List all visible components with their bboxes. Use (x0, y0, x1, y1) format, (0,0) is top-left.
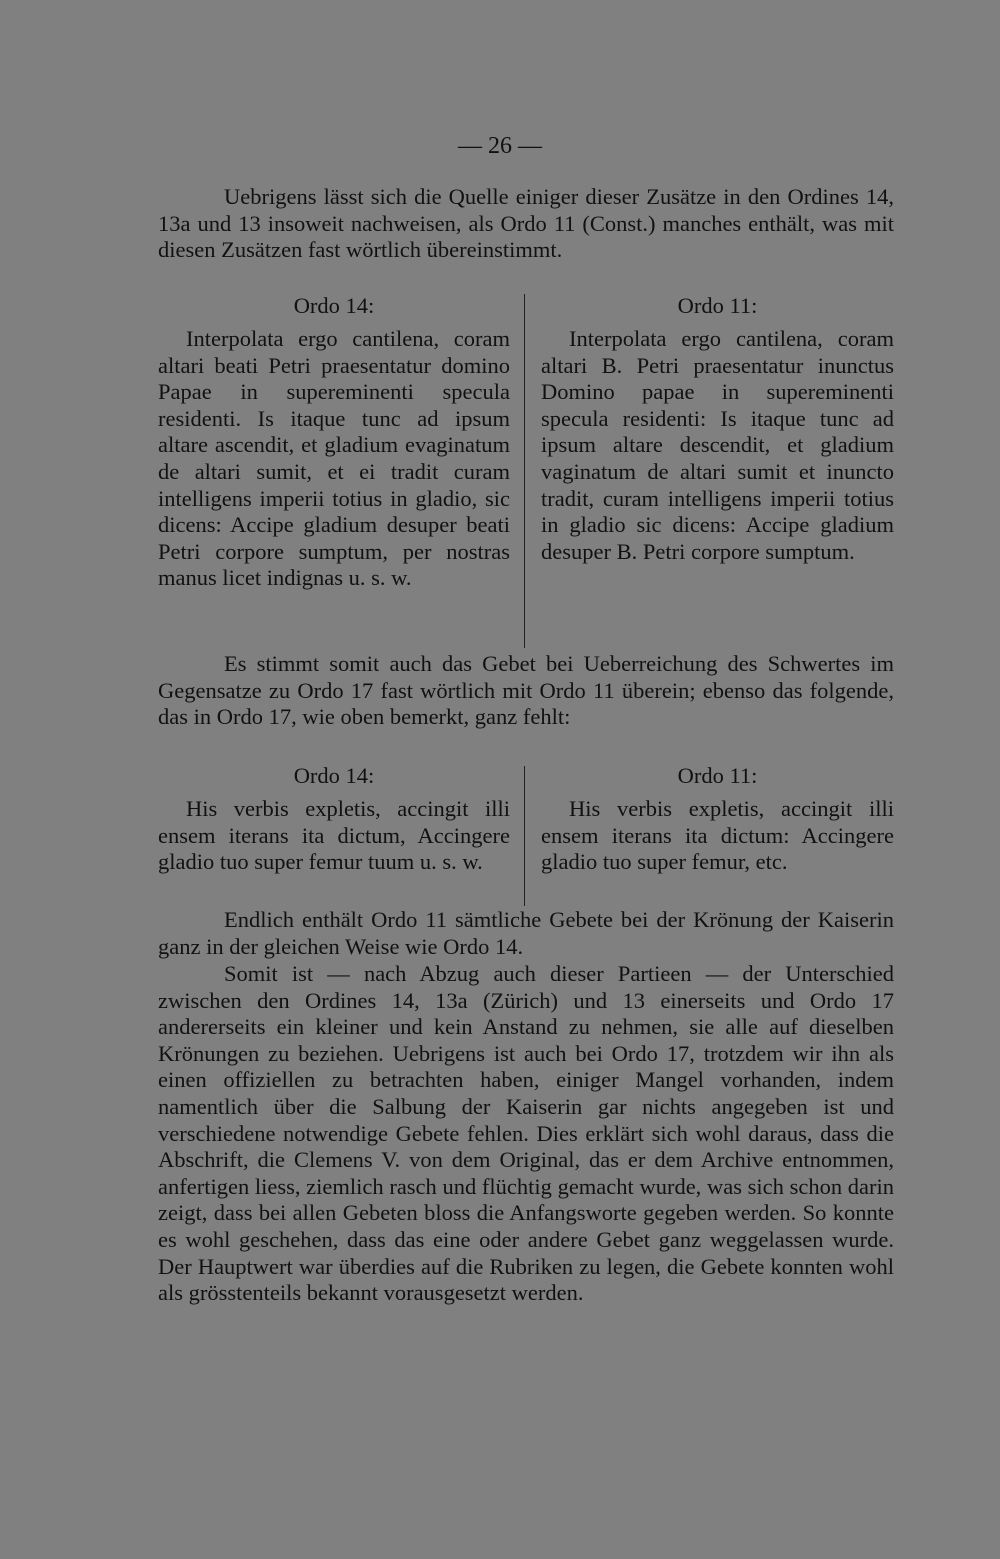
paragraph-conclusion: Somit ist — nach Abzug auch dieser Partieen — der Unterschied zwischen den Ordines 14, 13a (Zürich) und 13 einerseits und Ordo 17 andererseits ein kleiner und kein Anstand zu nehmen, sie alle auf dieselben Krönungen zu beziehen. Uebrigens ist auch bei Ordo 17, trotzdem wir ihn als einen offiziellen zu betrachten haben, einiger Mangel vorhanden, indem namentlich über die Salbung der Kaiserin gar nichts angegeben ist und verschiedene notwendige Gebete fehlen. Dies erklärt sich wohl daraus, dass die Abschrift, die Clemens V. von dem Original, das er dem Archive entnommen, anfertigen liess, ziemlich rasch und flüchtig gemacht wurde, was sich schon darin zeigt, dass bei allen Gebeten bloss die Anfangsworte gegeben werden. So konnte es wohl geschehen, dass das eine oder andere Gebet ganz weggelassen wurde. Der Hauptwert war überdies auf die Rubriken zu legen, die Gebete konnten wohl als grösstenteils bekannt vorausgesetzt werden. (158, 961, 894, 1306)
comparison-2-right-heading: Ordo 11: (677, 763, 758, 788)
comparison-2-right-text: His verbis expletis, accingit illi ensem iterans ita dictum: Accingere gladio tuo super femur, etc. (541, 796, 894, 875)
comparison-1-left-heading: Ordo 14: (293, 293, 375, 318)
page-number: — 26 — (458, 133, 542, 159)
comparison-2-left-text: His verbis expletis, accingit illi ensem iterans ita dictum, Accingere gladio tuo super femur tuum u. s. w. (158, 796, 510, 875)
paragraph-intro: Uebrigens lässt sich die Quelle einiger dieser Zusätze in den Ordines 14, 13a und 13 insoweit nachweisen, als Ordo 11 (Const.) manches enthält, was mit diesen Zusätzen fast wörtlich übereinstimmt. (158, 184, 894, 263)
column-divider-2 (524, 766, 525, 906)
comparison-1-right-heading: Ordo 11: (677, 293, 758, 318)
paragraph-gebet: Es stimmt somit auch das Gebet bei Ueberreichung des Schwertes im Gegensatze zu Ordo 17 fast wörtlich mit Ordo 11 überein; ebenso das folgende, das in Ordo 17, wie oben bemerkt, ganz fehlt: (158, 651, 894, 730)
comparison-2-left-heading: Ordo 14: (293, 763, 375, 788)
paragraph-kaiserin: Endlich enthält Ordo 11 sämtliche Gebete bei der Krönung der Kaiserin ganz in der gleichen Weise wie Ordo 14. (158, 907, 894, 959)
column-divider-1 (524, 294, 525, 648)
comparison-1-left-text: Interpolata ergo cantilena, coram altari beati Petri praesentatur domino Papae in supereminenti specula residenti. Is itaque tunc ad ipsum altare ascendit, et gladium evaginatum de altari sumit, et ei tradit curam intelligens imperii totius in gladio, sic dicens: Accipe gladium desuper beati Petri corpore sumptum, per nostras manus licet indignas u. s. w. (158, 326, 510, 591)
comparison-1-right-text: Interpolata ergo cantilena, coram altari B. Petri praesentatur inunctus Domino papae in supereminenti specula residenti: Is itaque tunc ad ipsum altare descendit, et gladium vaginatum de altari sumit et inuncto tradit, curam intelligens imperii totius in gladio sic dicens: Accipe gladium desuper B. Petri corpore sumptum. (541, 326, 894, 564)
